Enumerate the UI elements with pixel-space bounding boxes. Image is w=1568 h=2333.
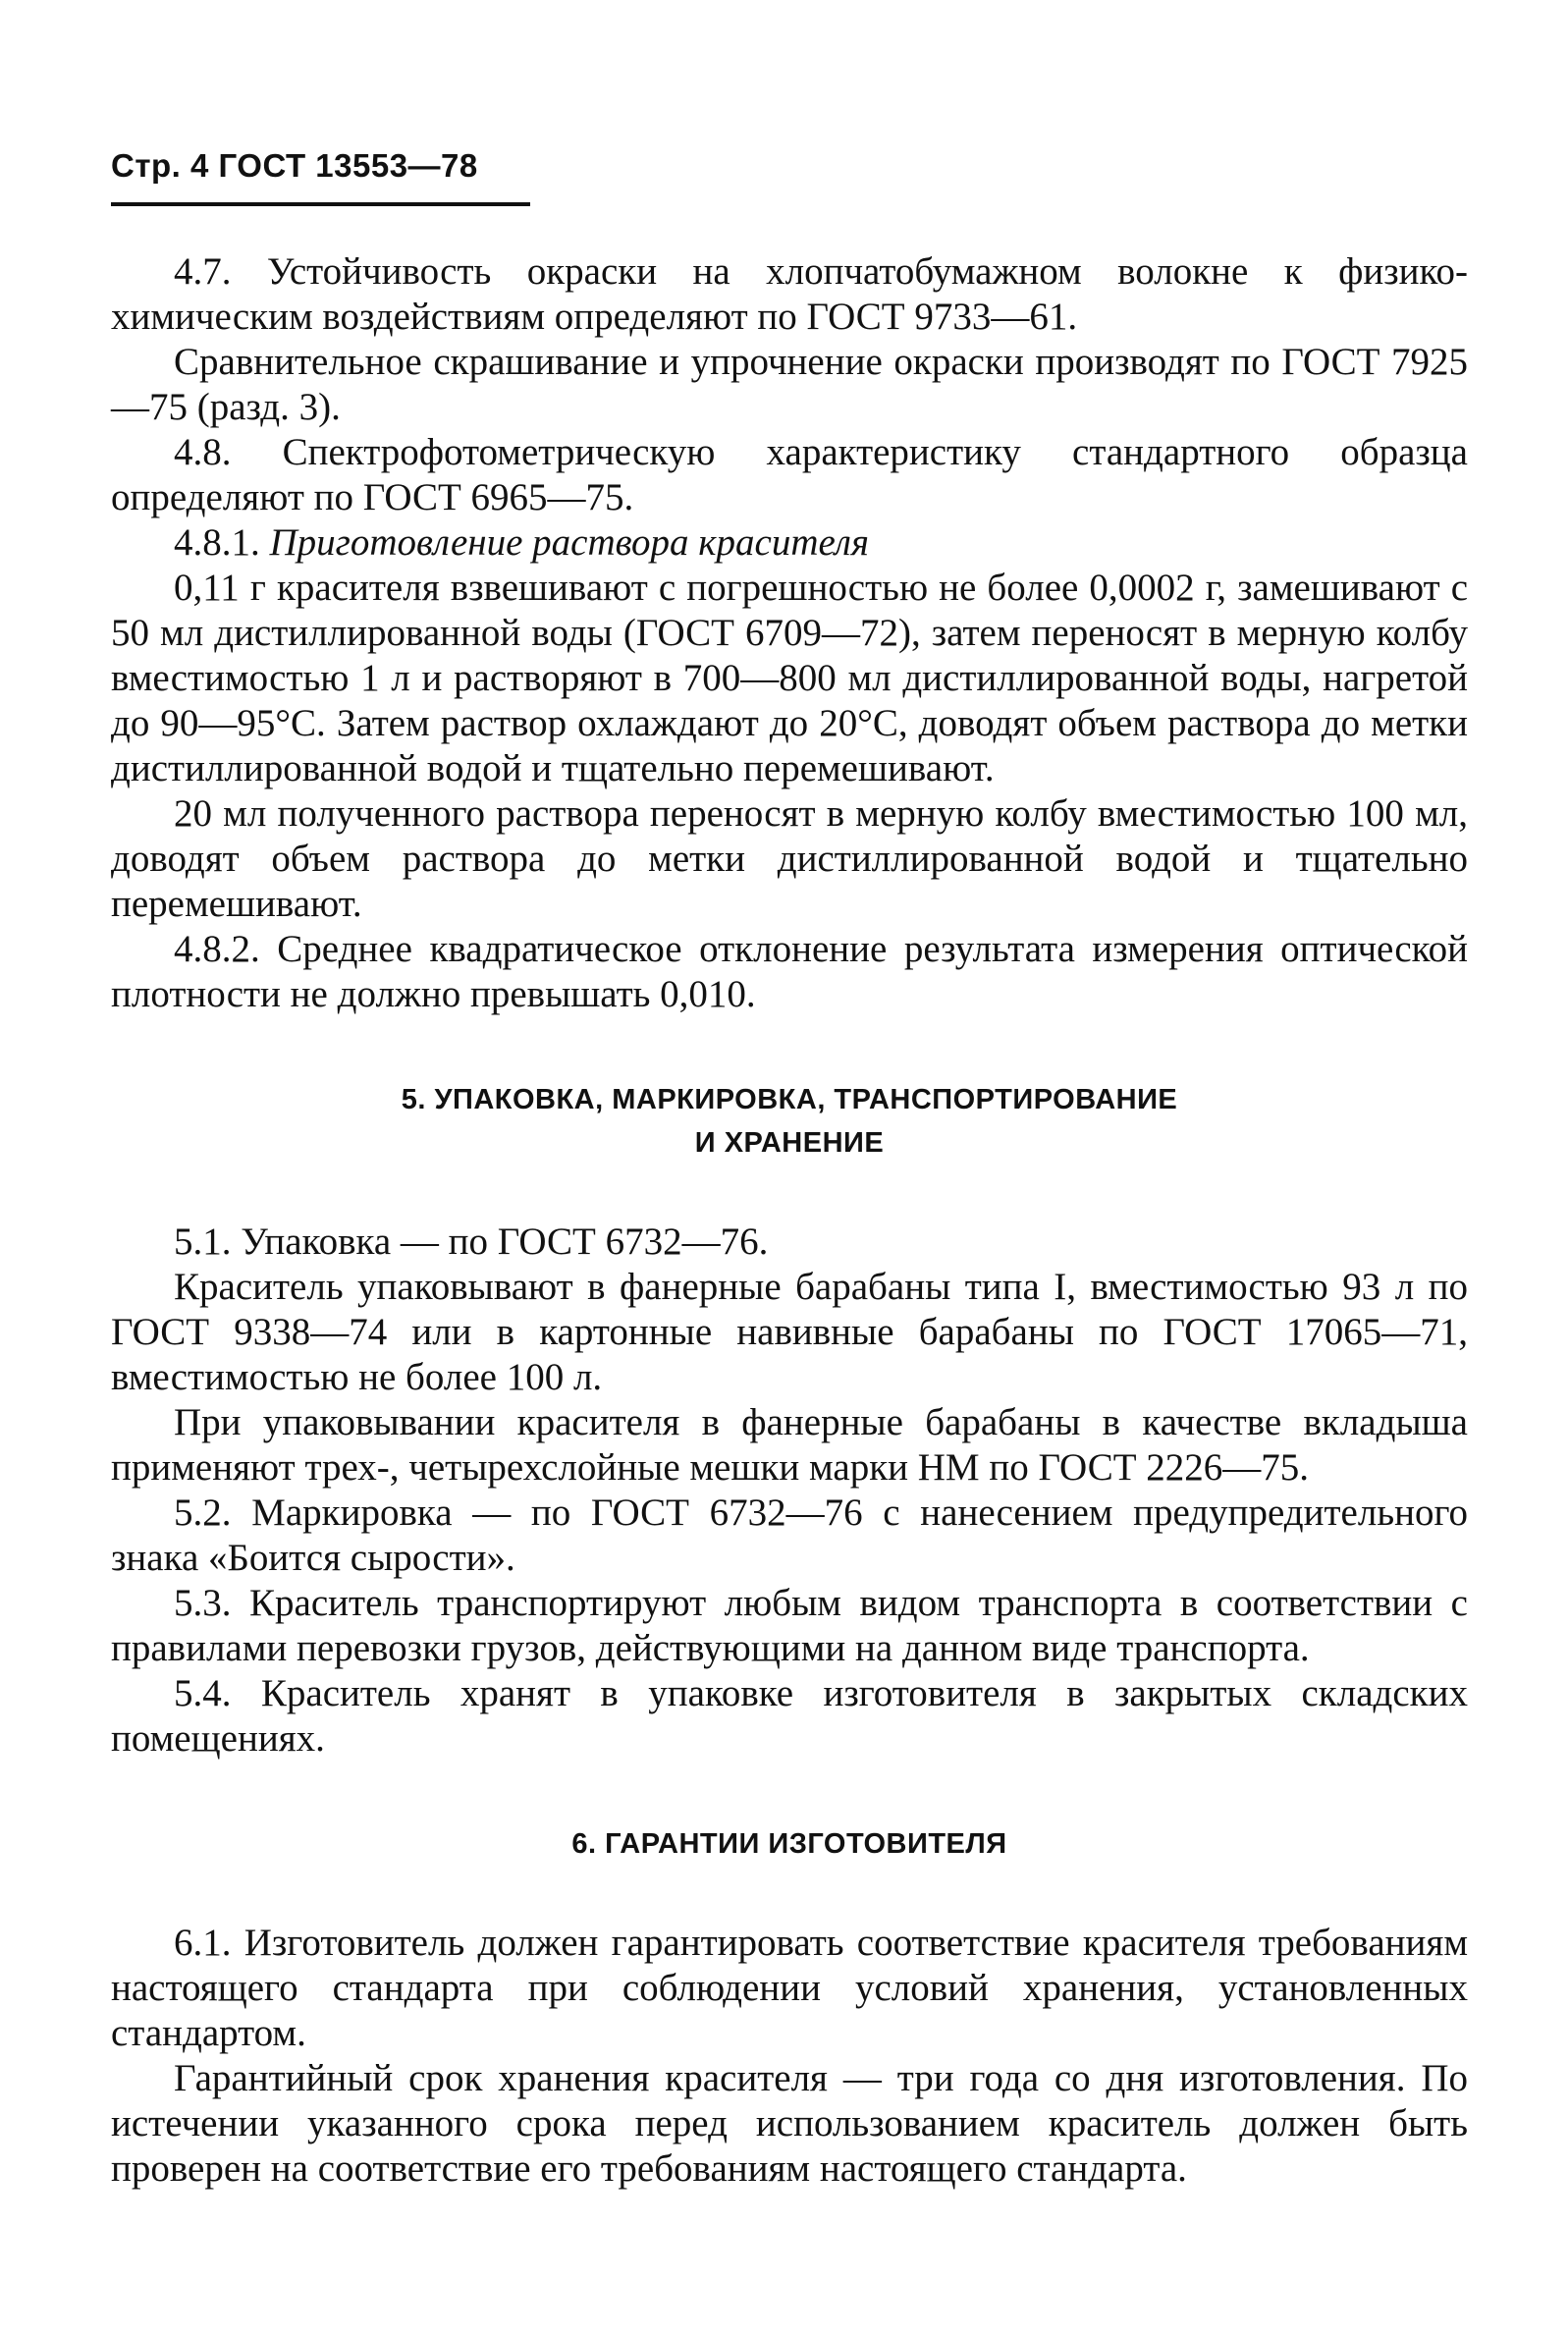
- paragraph-6-1-warranty: Гарантийный срок хранения красителя — три года со дня изготовления. По истечении указанного срока перед использованием краситель должен быть проверен на соответствие его требованиям настоящего стандарта.: [111, 2057, 1468, 2190]
- paragraph-5-1-drums: Краситель упаковывают в фанерные барабаны типа I, вместимостью 93 л по ГОСТ 9338—74 или в картонные навивные барабаны по ГОСТ 17065—71, вместимостью не более 100 л.: [111, 1266, 1468, 1398]
- paragraph-5-1-liner: При упаковывании красителя в фанерные барабаны в качестве вкладыша применяют трех-, четырехслойные мешки марки НМ по ГОСТ 2226—75.: [111, 1401, 1468, 1489]
- section-6-heading: [111, 1822, 1468, 1866]
- paragraph-5-1: 5.1. Упаковка — по ГОСТ 6732—76.: [174, 1221, 769, 1263]
- section-5-heading-line-1: 5. УПАКОВКА, МАРКИРОВКА, ТРАНСПОРТИРОВАНИЕ: [401, 1084, 1178, 1115]
- paragraph-6-1: 6.1. Изготовитель должен гарантировать соответствие красителя требованиям настоящего стандарта при соблюдении условий хранения, установленных стандартом.: [111, 1922, 1468, 2054]
- paragraph-4-8-1-procedure: 0,11 г красителя взвешивают с погрешностью не более 0,0002 г, замешивают с 50 мл дистиллированной воды (ГОСТ 6709—72), затем переносят в мерную колбу вместимостью 1 л и растворяют в 700—800 мл дистиллированной воды, нагретой до 90—95°С. Затем раствор охлаждают до 20°С, доводят объем раствора до метки дистиллированной водой и тщательно перемешивают.: [111, 567, 1468, 789]
- paragraph-4-8: 4.8. Спектрофотометрическую характеристику стандартного образца определяют по ГОСТ 6965—75.: [111, 431, 1468, 518]
- paragraph-5-4: 5.4. Краситель хранят в упаковке изготовителя в закрытых складских помещениях.: [111, 1672, 1468, 1760]
- header-rule: [111, 202, 530, 206]
- paragraph-4-8-1: [111, 520, 1468, 566]
- paragraph-5-2: 5.2. Маркировка — по ГОСТ 6732—76 с нанесением предупредительного знака «Боится сырости».: [111, 1492, 1468, 1579]
- section-5-heading-line-2: И ХРАНЕНИЕ: [694, 1127, 885, 1159]
- section-5-heading: [111, 1078, 1468, 1165]
- paragraph-4-7-staining: Сравнительное скрашивание и упрочнение окраски производят по ГОСТ 7925—75 (разд. 3).: [111, 341, 1468, 428]
- document-body: [111, 249, 1468, 2192]
- running-head: Стр. 4 ГОСТ 13553—78: [111, 147, 478, 184]
- clause-number-4-8-1: 4.8.1.: [174, 521, 260, 564]
- paragraph-4-8-1-dilution: 20 мл полученного раствора переносят в мерную колбу вместимостью 100 мл, доводят объем раствора до метки дистиллированной водой и тщательно перемешивают.: [111, 792, 1468, 925]
- paragraph-4-7: 4.7. Устойчивость окраски на хлопчатобумажном волокне к физико-химическим воздействиям определяют по ГОСТ 9733—61.: [111, 250, 1468, 338]
- paragraph-5-3: 5.3. Краситель транспортируют любым видом транспорта в соответствии с правилами перевозки грузов, действующими на данном виде транспорта.: [111, 1582, 1468, 1669]
- section-6-heading-text: 6. ГАРАНТИИ ИЗГОТОВИТЕЛЯ: [571, 1828, 1007, 1860]
- clause-title-solution-preparation: Приготовление раствора красителя: [269, 521, 869, 564]
- paragraph-4-8-2: 4.8.2. Среднее квадратическое отклонение результата измерения оптической плотности не должно превышать 0,010.: [111, 928, 1468, 1015]
